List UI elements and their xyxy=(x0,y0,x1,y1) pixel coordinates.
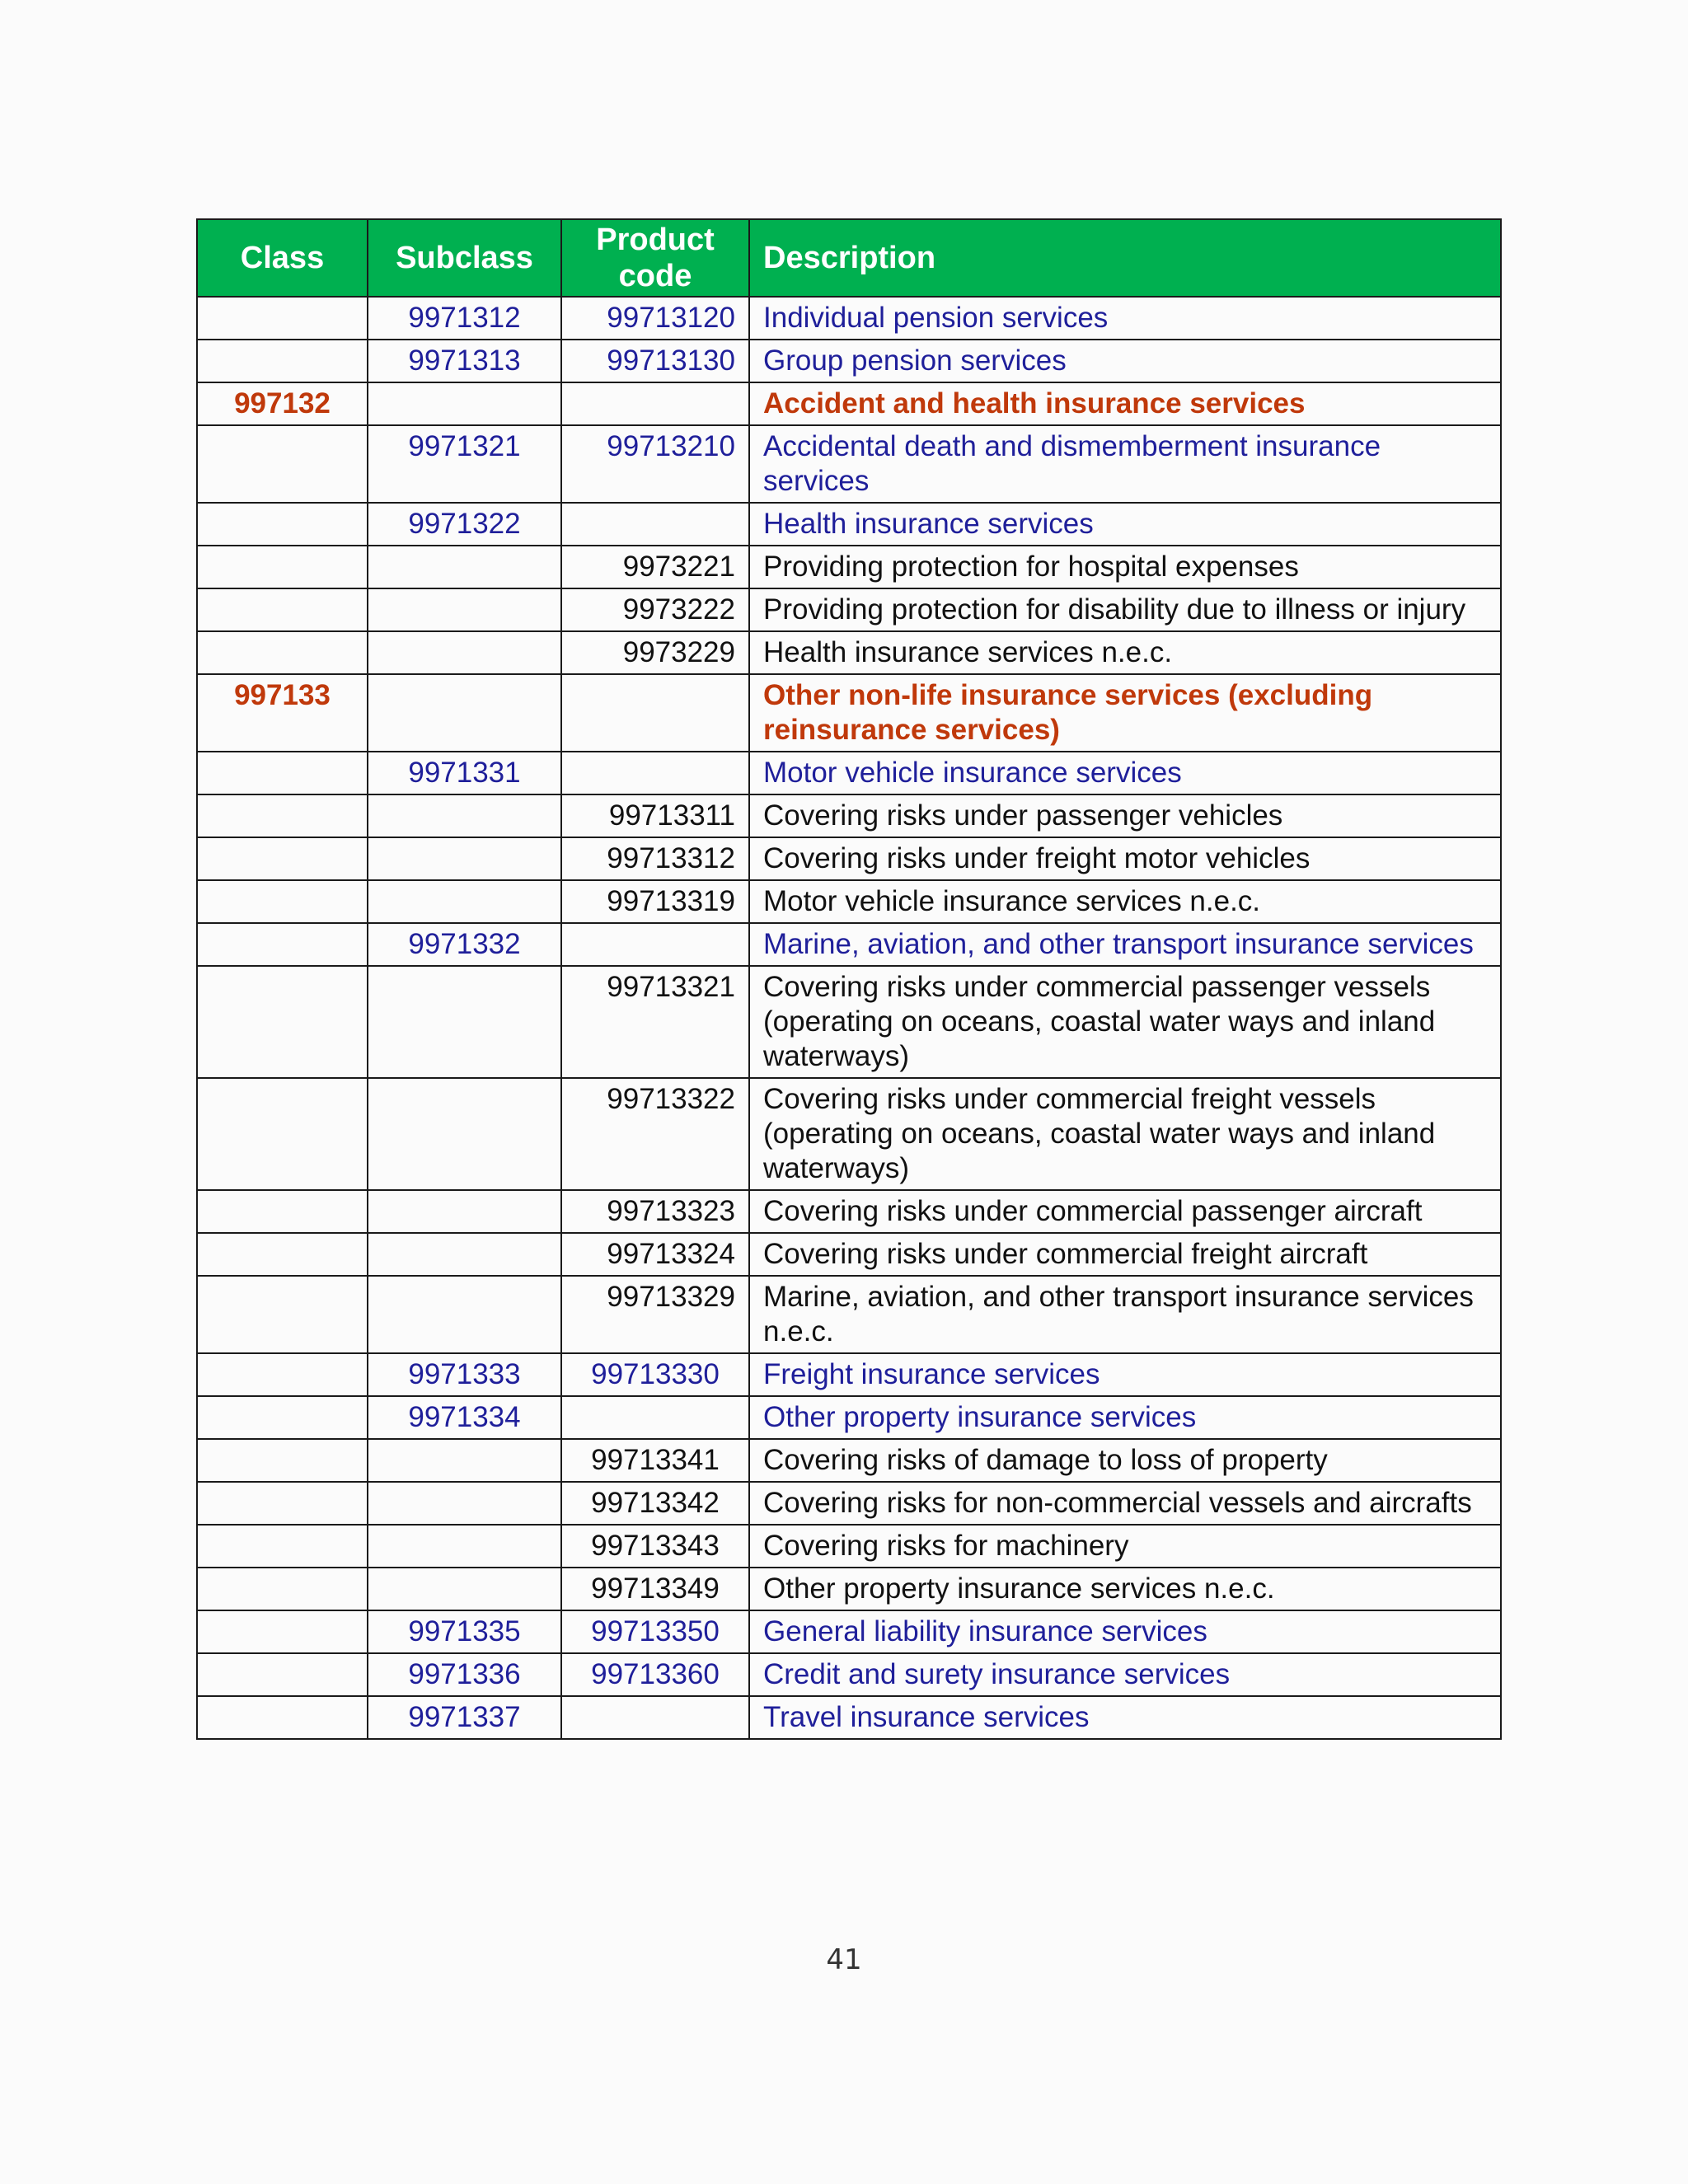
cell-description: General liability insurance services xyxy=(749,1610,1501,1653)
cell-product-code xyxy=(561,503,749,546)
cell-subclass: 9971332 xyxy=(368,923,561,966)
cell-description: Marine, aviation, and other transport insurance services xyxy=(749,923,1501,966)
cell-product-code: 99713329 xyxy=(561,1276,749,1353)
cell-description: Other non-life insurance services (excluding reinsurance services) xyxy=(749,674,1501,752)
subclass-row xyxy=(197,1696,1501,1739)
cell-description: Credit and surety insurance services xyxy=(749,1653,1501,1696)
cell-product-code: 99713324 xyxy=(561,1233,749,1276)
cell-product-code: 99713312 xyxy=(561,837,749,880)
cell-description: Covering risks under passenger vehicles xyxy=(749,794,1501,837)
product-row xyxy=(197,1078,1501,1190)
subclass-row xyxy=(197,503,1501,546)
cell-product-code: 99713311 xyxy=(561,794,749,837)
cell-subclass xyxy=(368,546,561,588)
product-row xyxy=(197,1190,1501,1233)
cell-description: Covering risks for non-commercial vessels and aircrafts xyxy=(749,1482,1501,1525)
table-header xyxy=(197,219,1501,297)
cell-class xyxy=(197,1653,368,1696)
cell-product-code: 99713350 xyxy=(561,1610,749,1653)
header-product-line1: Product xyxy=(596,223,715,257)
cell-class xyxy=(197,966,368,1078)
cell-subclass: 9971312 xyxy=(368,297,561,340)
subclass-row xyxy=(197,1396,1501,1439)
cell-subclass: 9971336 xyxy=(368,1653,561,1696)
subclass-row xyxy=(197,297,1501,340)
cell-class xyxy=(197,837,368,880)
cell-subclass: 9971331 xyxy=(368,752,561,794)
cell-description: Covering risks of damage to loss of property xyxy=(749,1439,1501,1482)
cell-class xyxy=(197,1568,368,1610)
cell-subclass xyxy=(368,1439,561,1482)
cell-subclass xyxy=(368,1078,561,1190)
cell-subclass: 9971334 xyxy=(368,1396,561,1439)
header-description: Description xyxy=(749,219,1501,297)
cell-subclass xyxy=(368,382,561,425)
subclass-row xyxy=(197,1353,1501,1396)
subclass-row xyxy=(197,752,1501,794)
cell-product-code: 9973222 xyxy=(561,588,749,631)
cell-subclass: 9971321 xyxy=(368,425,561,503)
cell-description: Freight insurance services xyxy=(749,1353,1501,1396)
cell-product-code: 9973229 xyxy=(561,631,749,674)
cell-subclass: 9971337 xyxy=(368,1696,561,1739)
cell-product-code: 99713323 xyxy=(561,1190,749,1233)
cell-class xyxy=(197,752,368,794)
cell-class xyxy=(197,297,368,340)
cell-product-code: 99713322 xyxy=(561,1078,749,1190)
cell-description: Individual pension services xyxy=(749,297,1501,340)
subclass-row xyxy=(197,923,1501,966)
cell-subclass xyxy=(368,674,561,752)
cell-class xyxy=(197,880,368,923)
cell-class xyxy=(197,1610,368,1653)
cell-description: Providing protection for hospital expenses xyxy=(749,546,1501,588)
cell-class xyxy=(197,1396,368,1439)
cell-product-code xyxy=(561,1396,749,1439)
product-row xyxy=(197,966,1501,1078)
cell-class xyxy=(197,1190,368,1233)
cell-product-code xyxy=(561,923,749,966)
cell-description: Health insurance services n.e.c. xyxy=(749,631,1501,674)
cell-subclass xyxy=(368,880,561,923)
cell-class: 997132 xyxy=(197,382,368,425)
cell-subclass: 9971333 xyxy=(368,1353,561,1396)
cell-product-code: 99713343 xyxy=(561,1525,749,1568)
cell-class xyxy=(197,588,368,631)
table-body xyxy=(197,297,1501,1739)
cell-class xyxy=(197,923,368,966)
cell-subclass xyxy=(368,966,561,1078)
cell-description: Health insurance services xyxy=(749,503,1501,546)
cell-description: Providing protection for disability due to illness or injury xyxy=(749,588,1501,631)
product-row xyxy=(197,1482,1501,1525)
cell-class xyxy=(197,546,368,588)
header-class: Class xyxy=(197,219,368,297)
header-subclass: Subclass xyxy=(368,219,561,297)
cell-subclass xyxy=(368,1482,561,1525)
cell-product-code xyxy=(561,674,749,752)
product-row xyxy=(197,588,1501,631)
cell-description: Covering risks under commercial passenger aircraft xyxy=(749,1190,1501,1233)
product-row xyxy=(197,1276,1501,1353)
cell-product-code: 99713130 xyxy=(561,340,749,382)
cell-description: Other property insurance services n.e.c. xyxy=(749,1568,1501,1610)
cell-subclass xyxy=(368,1525,561,1568)
cell-subclass xyxy=(368,1568,561,1610)
product-row xyxy=(197,1439,1501,1482)
product-row xyxy=(197,1568,1501,1610)
cell-description: Covering risks under commercial passenger vessels (operating on oceans, coastal water ways and inland waterways) xyxy=(749,966,1501,1078)
cell-product-code: 99713341 xyxy=(561,1439,749,1482)
class-row xyxy=(197,674,1501,752)
cell-product-code: 99713349 xyxy=(561,1568,749,1610)
header-product-code xyxy=(561,219,749,297)
cell-subclass xyxy=(368,794,561,837)
cell-class xyxy=(197,1276,368,1353)
cell-description: Accidental death and dismemberment insurance services xyxy=(749,425,1501,503)
cell-subclass: 9971335 xyxy=(368,1610,561,1653)
product-row xyxy=(197,1233,1501,1276)
cell-subclass: 9971322 xyxy=(368,503,561,546)
cell-product-code: 99713210 xyxy=(561,425,749,503)
service-codes-table xyxy=(196,218,1502,1740)
cell-subclass xyxy=(368,1190,561,1233)
cell-subclass xyxy=(368,631,561,674)
product-row xyxy=(197,837,1501,880)
page-number: 41 xyxy=(826,1943,862,1976)
cell-class xyxy=(197,503,368,546)
class-row xyxy=(197,382,1501,425)
cell-subclass xyxy=(368,837,561,880)
cell-product-code xyxy=(561,382,749,425)
cell-class xyxy=(197,1439,368,1482)
product-row xyxy=(197,1525,1501,1568)
subclass-row xyxy=(197,340,1501,382)
cell-class: 997133 xyxy=(197,674,368,752)
cell-class xyxy=(197,1482,368,1525)
cell-description: Covering risks under freight motor vehicles xyxy=(749,837,1501,880)
cell-description: Covering risks under commercial freight aircraft xyxy=(749,1233,1501,1276)
cell-product-code xyxy=(561,752,749,794)
cell-product-code: 99713342 xyxy=(561,1482,749,1525)
cell-class xyxy=(197,794,368,837)
subclass-row xyxy=(197,1610,1501,1653)
cell-subclass xyxy=(368,1276,561,1353)
cell-description: Covering risks for machinery xyxy=(749,1525,1501,1568)
cell-product-code: 99713330 xyxy=(561,1353,749,1396)
cell-subclass: 9971313 xyxy=(368,340,561,382)
cell-class xyxy=(197,1078,368,1190)
product-row xyxy=(197,880,1501,923)
cell-product-code: 99713321 xyxy=(561,966,749,1078)
cell-product-code xyxy=(561,1696,749,1739)
cell-product-code: 99713120 xyxy=(561,297,749,340)
cell-description: Motor vehicle insurance services xyxy=(749,752,1501,794)
product-row xyxy=(197,794,1501,837)
cell-description: Other property insurance services xyxy=(749,1396,1501,1439)
cell-class xyxy=(197,425,368,503)
header-row xyxy=(197,219,1501,297)
subclass-row xyxy=(197,1653,1501,1696)
cell-class xyxy=(197,1353,368,1396)
cell-subclass xyxy=(368,1233,561,1276)
subclass-row xyxy=(197,425,1501,503)
cell-subclass xyxy=(368,588,561,631)
product-row xyxy=(197,546,1501,588)
cell-product-code: 99713319 xyxy=(561,880,749,923)
cell-description: Marine, aviation, and other transport insurance services n.e.c. xyxy=(749,1276,1501,1353)
cell-class xyxy=(197,1525,368,1568)
cell-description: Covering risks under commercial freight vessels (operating on oceans, coastal water ways and inland waterways) xyxy=(749,1078,1501,1190)
cell-description: Travel insurance services xyxy=(749,1696,1501,1739)
cell-class xyxy=(197,631,368,674)
cell-class xyxy=(197,1233,368,1276)
cell-product-code: 9973221 xyxy=(561,546,749,588)
cell-description: Group pension services xyxy=(749,340,1501,382)
cell-class xyxy=(197,1696,368,1739)
cell-class xyxy=(197,340,368,382)
product-row xyxy=(197,631,1501,674)
cell-product-code: 99713360 xyxy=(561,1653,749,1696)
header-product-line2: code xyxy=(618,259,692,293)
cell-description: Motor vehicle insurance services n.e.c. xyxy=(749,880,1501,923)
cell-description: Accident and health insurance services xyxy=(749,382,1501,425)
